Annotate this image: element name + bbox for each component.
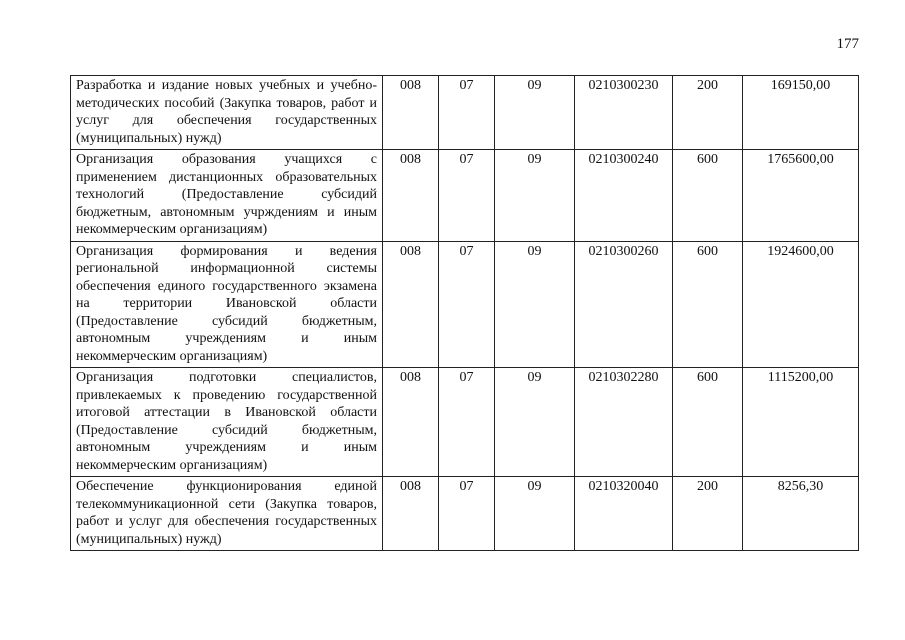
target-article-code: 0210302280	[575, 368, 673, 477]
row-description: Обеспечение функционирования единой телекоммуникационной сети (Закупка товаров, работ и услуг для обеспечения государственных (муниципальных) нужд)	[71, 477, 383, 551]
ministry-code: 008	[383, 368, 439, 477]
ministry-code: 008	[383, 76, 439, 150]
subsection-code: 09	[495, 368, 575, 477]
ministry-code: 008	[383, 241, 439, 368]
subsection-code: 09	[495, 150, 575, 242]
table-row	[71, 150, 859, 242]
target-article-code: 0210300230	[575, 76, 673, 150]
expense-type-code: 600	[673, 150, 743, 242]
amount: 169150,00	[743, 76, 859, 150]
section-code: 07	[439, 150, 495, 242]
row-description: Организация подготовки специалистов, привлекаемых к проведению государственной итоговой аттестации в Ивановской области (Предоставление субсидий бюджетным, автономным учреждениям и иным некоммерческим организациям)	[71, 368, 383, 477]
expense-type-code: 200	[673, 76, 743, 150]
target-article-code: 0210300240	[575, 150, 673, 242]
target-article-code: 0210300260	[575, 241, 673, 368]
amount: 1115200,00	[743, 368, 859, 477]
budget-table	[70, 75, 859, 551]
section-code: 07	[439, 368, 495, 477]
subsection-code: 09	[495, 241, 575, 368]
subsection-code: 09	[495, 76, 575, 150]
subsection-code: 09	[495, 477, 575, 551]
row-description: Организация образования учащихся с применением дистанционных образовательных технологий (Предоставление субсидий бюджетным, автономным учрждениям и иным некоммерческим организациям)	[71, 150, 383, 242]
table-row	[71, 241, 859, 368]
table-row	[71, 76, 859, 150]
table-row	[71, 368, 859, 477]
amount: 8256,30	[743, 477, 859, 551]
ministry-code: 008	[383, 477, 439, 551]
table-row	[71, 477, 859, 551]
section-code: 07	[439, 477, 495, 551]
section-code: 07	[439, 76, 495, 150]
row-description: Разработка и издание новых учебных и учебно-методических пособий (Закупка товаров, работ и услуг для обеспечения государственных (муниципальных) нужд)	[71, 76, 383, 150]
row-description: Организация формирования и ведения региональной информационной системы обеспечения единого государственного экзамена на территории Ивановской области (Предоставление субсидий бюджетным, автономным учреждениям и иным некоммерческим организациям)	[71, 241, 383, 368]
amount: 1924600,00	[743, 241, 859, 368]
amount: 1765600,00	[743, 150, 859, 242]
expense-type-code: 600	[673, 241, 743, 368]
page-number: 177	[836, 36, 859, 52]
section-code: 07	[439, 241, 495, 368]
target-article-code: 0210320040	[575, 477, 673, 551]
expense-type-code: 200	[673, 477, 743, 551]
table-body	[71, 76, 859, 551]
ministry-code: 008	[383, 150, 439, 242]
expense-type-code: 600	[673, 368, 743, 477]
